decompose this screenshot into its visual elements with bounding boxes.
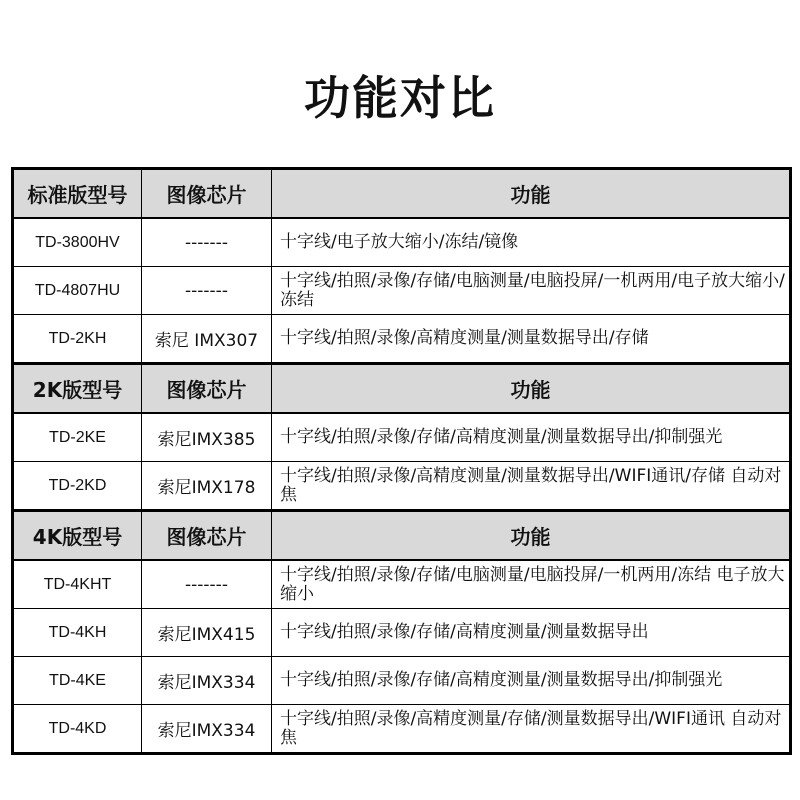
header-chip: 图像芯片 [142, 364, 272, 414]
table-row [13, 609, 791, 657]
model-cell: TD-3800HV [13, 218, 142, 267]
header-features: 功能 [272, 364, 791, 414]
model-cell: TD-4KD [13, 705, 142, 754]
table-row [13, 315, 791, 364]
header-chip: 图像芯片 [142, 511, 272, 561]
chip-cell: 索尼IMX334 [142, 657, 272, 705]
chip-cell: 索尼 IMX307 [142, 315, 272, 364]
features-cell: 十字线/拍照/录像/存储/电脑测量/电脑投屏/一机两用/电子放大缩小/冻结 [272, 267, 791, 315]
model-cell: TD-2KD [13, 462, 142, 511]
features-cell: 十字线/拍照/录像/高精度测量/测量数据导出/WIFI通讯/存储 自动对焦 [272, 462, 791, 511]
table-row [13, 413, 791, 462]
chip-cell: 索尼IMX385 [142, 413, 272, 462]
model-cell: TD-4KH [13, 609, 142, 657]
features-cell: 十字线/拍照/录像/存储/高精度测量/测量数据导出 [272, 609, 791, 657]
comparison-table [11, 167, 792, 755]
features-cell: 十字线/拍照/录像/存储/高精度测量/测量数据导出/抑制强光 [272, 657, 791, 705]
chip-cell: ------- [142, 267, 272, 315]
chip-cell: ------- [142, 560, 272, 609]
chip-cell: 索尼IMX415 [142, 609, 272, 657]
features-cell: 十字线/拍照/录像/高精度测量/存储/测量数据导出/WIFI通讯 自动对焦 [272, 705, 791, 754]
table-row [13, 267, 791, 315]
features-cell: 十字线/拍照/录像/存储/电脑测量/电脑投屏/一机两用/冻结 电子放大缩小 [272, 560, 791, 609]
header-features: 功能 [272, 169, 791, 219]
header-model: 4K版型号 [13, 511, 142, 561]
chip-cell: ------- [142, 218, 272, 267]
section-header-2k [13, 364, 791, 414]
chip-cell: 索尼IMX178 [142, 462, 272, 511]
page-title: 功能对比 [304, 71, 496, 125]
header-features: 功能 [272, 511, 791, 561]
header-model: 标准版型号 [13, 169, 142, 219]
table-row [13, 218, 791, 267]
table-row [13, 560, 791, 609]
section-header-standard [13, 169, 791, 219]
model-cell: TD-4807HU [13, 267, 142, 315]
chip-cell: 索尼IMX334 [142, 705, 272, 754]
section-header-4k [13, 511, 791, 561]
features-cell: 十字线/拍照/录像/存储/高精度测量/测量数据导出/抑制强光 [272, 413, 791, 462]
header-chip: 图像芯片 [142, 169, 272, 219]
model-cell: TD-2KE [13, 413, 142, 462]
features-cell: 十字线/电子放大缩小/冻结/镜像 [272, 218, 791, 267]
header-model: 2K版型号 [13, 364, 142, 414]
table-row [13, 462, 791, 511]
model-cell: TD-4KE [13, 657, 142, 705]
model-cell: TD-4KHT [13, 560, 142, 609]
table-row [13, 657, 791, 705]
features-cell: 十字线/拍照/录像/高精度测量/测量数据导出/存储 [272, 315, 791, 364]
table-row [13, 705, 791, 754]
model-cell: TD-2KH [13, 315, 142, 364]
